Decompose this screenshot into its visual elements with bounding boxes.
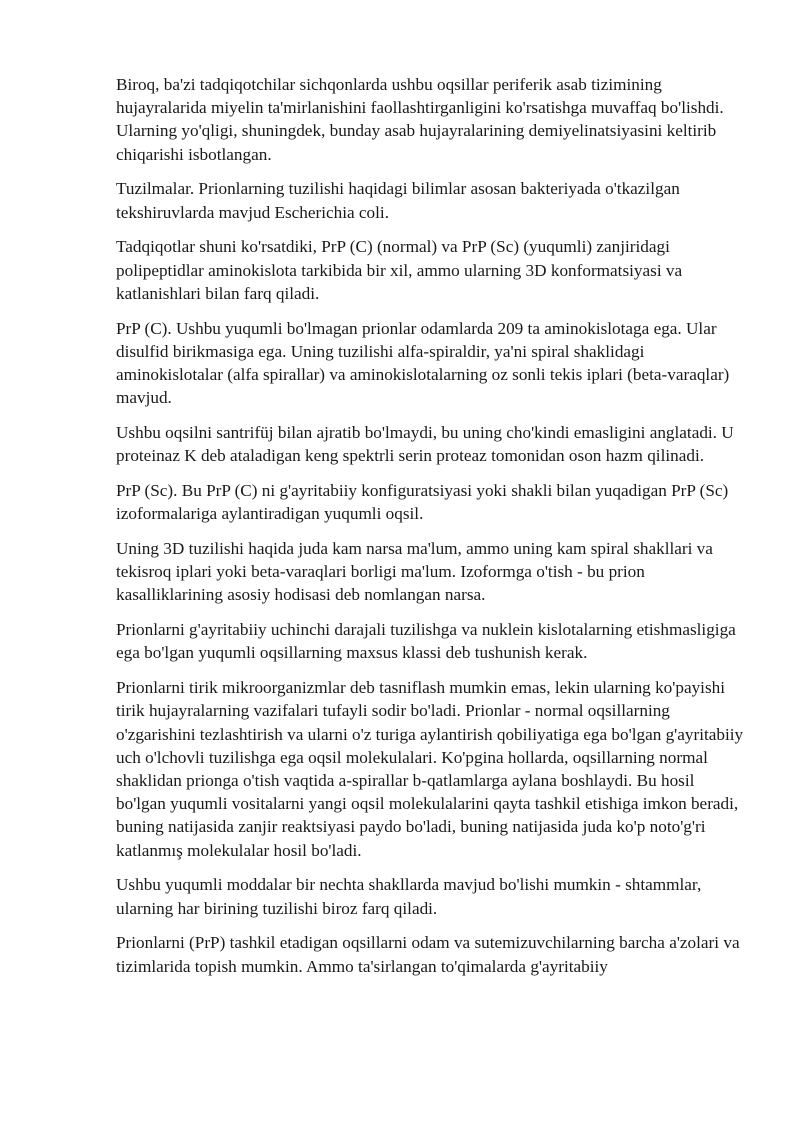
- paragraph-prp-location: Prionlarni (PrP) tashkil etadigan oqsillarni odam va sutemizuvchilarning barcha a'zolari va tizimlarida topish mumkin. Ammo ta'sirlangan to'qimalarda g'ayritabiiy: [116, 933, 740, 976]
- paragraph-prion-definition: Prionlarni g'ayritabiiy uchinchi darajali tuzilishga va nuklein kislotalarning etishmasligiga ega bo'lgan yuqumli oqsillarning maxsus klassi deb tushunish kerak.: [116, 620, 736, 663]
- paragraph-3d-structure: Uning 3D tuzilishi haqida juda kam narsa ma'lum, ammo uning kam spiral shakllari va tekisroq iplari yoki beta-varaqlari borligi ma'lum. Izoformga o'tish - bu prion kasalliklarining asosiy hodisasi deb nomlangan narsa.: [116, 539, 713, 605]
- paragraph-prp-c: PrP (C). Ushbu yuqumli bo'lmagan prionlar odamlarda 209 ta aminokislotaga ega. Ular disulfid birikmasiga ega. Uning tuzilishi alfa-spiraldir, ya'ni spiral shaklidagi aminokislotalar (alfa spirallar) va aminokislotalarning oz sonli tekis iplari (beta-varaqlar) mavjud.: [116, 318, 730, 408]
- paragraph-centrifuge: Ushbu oqsilni santrifüj bilan ajratib bo'lmaydi, bu uning cho'kindi emasligini anglatadi. U proteinaz K deb ataladigan keng spektrli serin proteaz tomonidan oson hazm qilinadi.: [116, 423, 734, 466]
- paragraph-research-findings: Tadqiqotlar shuni ko'rsatdiki, PrP (C) (normal) va PrP (Sc) (yuqumli) zanjiridagi polipeptidlar aminokislota tarkibida bir xil, ammo ularning 3D konformatsiyasi va katlanishlari bilan farq qiladi.: [116, 237, 683, 303]
- paragraph-structures: Tuzilmalar. Prionlarning tuzilishi haqidagi bilimlar asosan bakteriyada o'tkazilgan tekshiruvlarda mavjud Escherichia coli.: [116, 179, 680, 222]
- paragraph-prion-replication: Prionlarni tirik mikroorganizmlar deb tasniflash mumkin emas, lekin ularning ko'payishi tirik hujayralarning vazifalari tufayli sodir bo'ladi. Prionlar - normal oqsillarning o'zgarishini tezlashtirish va ularni o'z turiga aylantirish qobiliyatiga ega bo'lgan g'ayritabiiy uch o'lchovli tuzilishga ega oqsil molekulalari. Ko'pgina hollarda, oqsillarning normal shaklidan prionga o'tish vaqtida a-spirallar b-qatlamlarga aylana boshlaydi. Bu hosil bo'lgan yuqumli vositalarni yangi oqsil molekulalarini qayta tashkil etishiga imkon beradi, buning natijasida zanjir reaktsiyasi paydo bo'ladi, buning natijasida juda ko'p noto'g'ri katlanmış molekulalar hosil bo'ladi.: [116, 678, 744, 860]
- paragraph-prp-sc: PrP (Sc). Bu PrP (C) ni g'ayritabiiy konfiguratsiyasi yoki shakli bilan yuqadigan PrP (Sc) izoformalariga aylantiradigan yuqumli oqsil.: [116, 481, 729, 524]
- paragraph-myelin-repair: Biroq, ba'zi tadqiqotchilar sichqonlarda ushbu oqsillar periferik asab tizimining hujayralarida miyelin ta'mirlanishini faollashtirganligini ko'rsatishga muvaffaq bo'lishdi. Ularning yo'qligi, shuningdek, bunday asab hujayralarining demiyelinatsiyasini keltirib chiqarishi isbotlangan.: [116, 75, 724, 164]
- document-body: [116, 73, 746, 989]
- paragraph-strains: Ushbu yuqumli moddalar bir nechta shakllarda mavjud bo'lishi mumkin - shtammlar, ularning har birining tuzilishi biroz farq qiladi.: [116, 875, 702, 918]
